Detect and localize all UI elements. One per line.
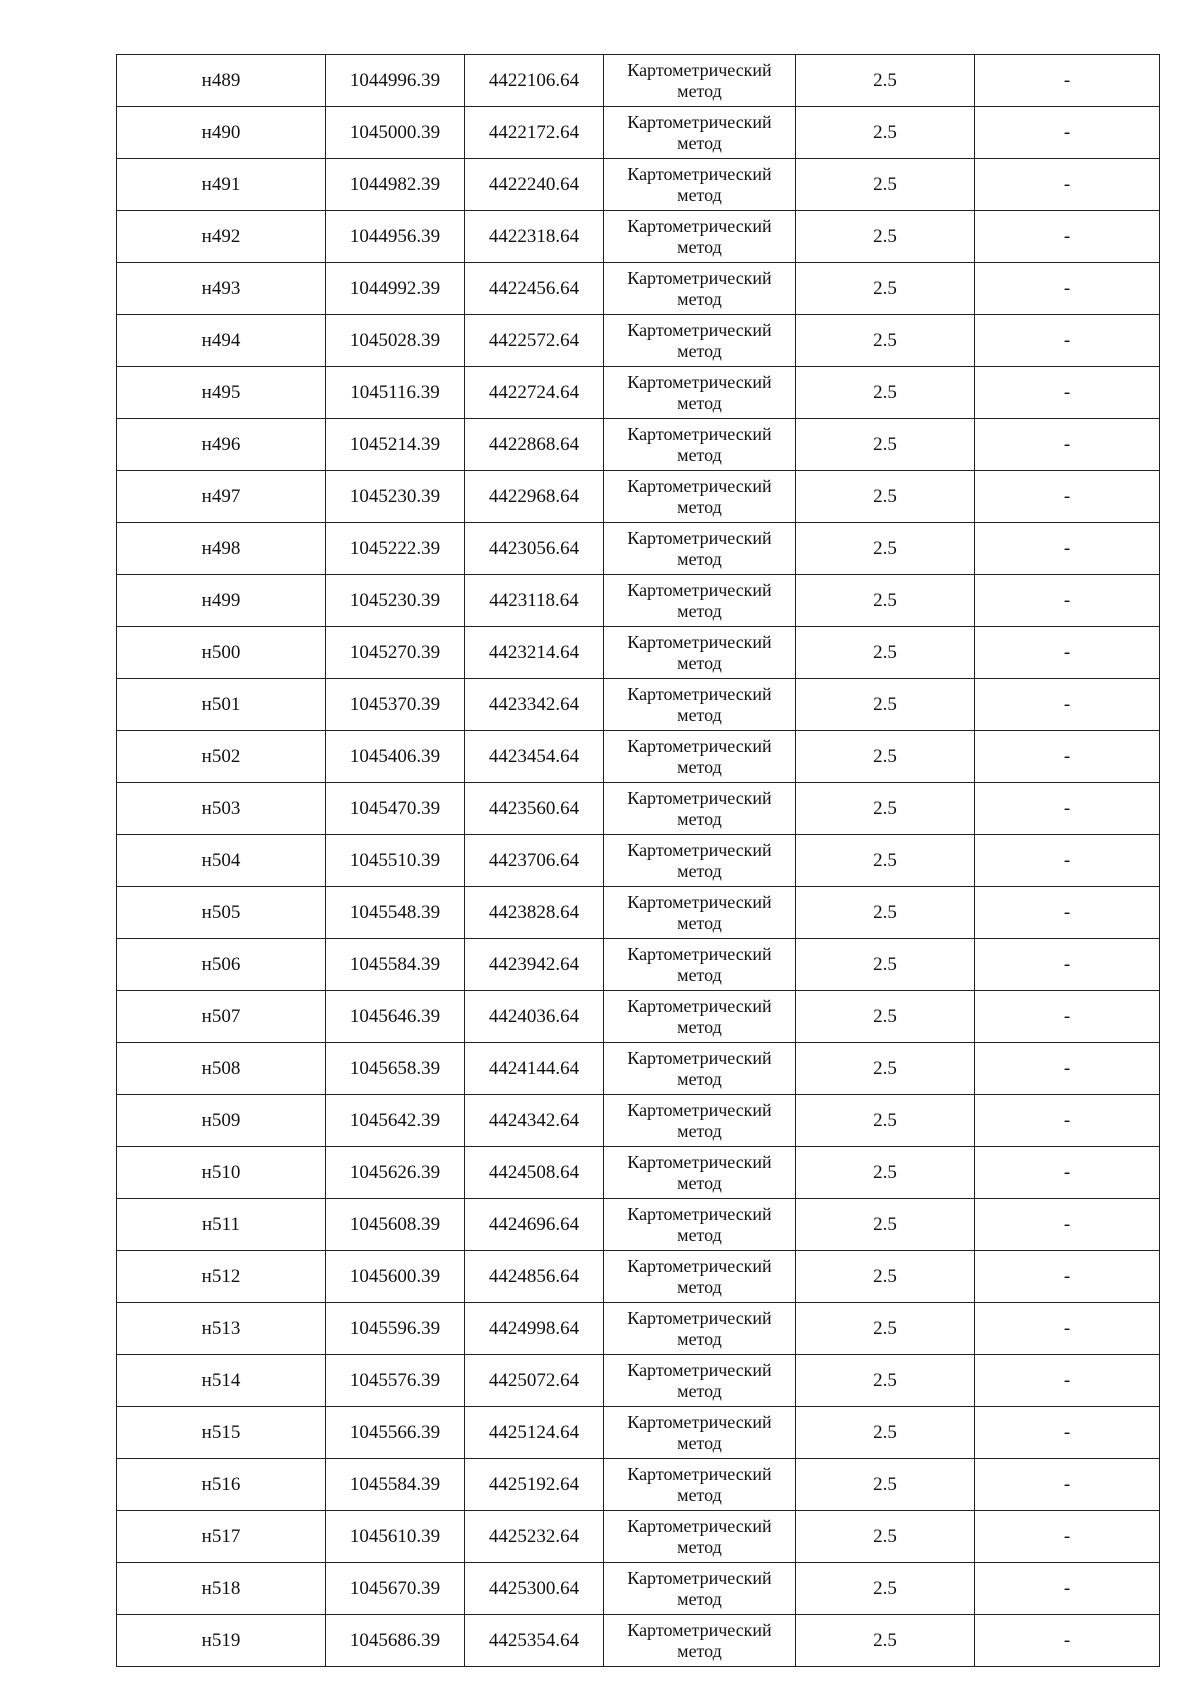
method-cell: Картометрический метод (604, 1407, 796, 1459)
accuracy-cell: 2.5 (796, 1407, 975, 1459)
accuracy-cell: 2.5 (796, 887, 975, 939)
accuracy-cell: 2.5 (796, 1459, 975, 1511)
x-coordinate-cell: 1045658.39 (326, 1043, 465, 1095)
y-coordinate-cell: 4423706.64 (465, 835, 604, 887)
method-cell: Картометрический метод (604, 159, 796, 211)
note-cell: - (975, 939, 1160, 991)
method-cell: Картометрический метод (604, 1147, 796, 1199)
accuracy-cell: 2.5 (796, 55, 975, 107)
note-cell: - (975, 1147, 1160, 1199)
y-coordinate-cell: 4423560.64 (465, 783, 604, 835)
table-row (117, 523, 1160, 575)
x-coordinate-cell: 1045548.39 (326, 887, 465, 939)
x-coordinate-cell: 1045370.39 (326, 679, 465, 731)
x-coordinate-cell: 1045686.39 (326, 1615, 465, 1667)
note-cell: - (975, 523, 1160, 575)
point-number-cell: н512 (117, 1251, 326, 1303)
y-coordinate-cell: 4422456.64 (465, 263, 604, 315)
x-coordinate-cell: 1045230.39 (326, 471, 465, 523)
y-coordinate-cell: 4422240.64 (465, 159, 604, 211)
x-coordinate-cell: 1045470.39 (326, 783, 465, 835)
x-coordinate-cell: 1045222.39 (326, 523, 465, 575)
x-coordinate-cell: 1045270.39 (326, 627, 465, 679)
method-cell: Картометрический метод (604, 731, 796, 783)
table-row (117, 263, 1160, 315)
accuracy-cell: 2.5 (796, 1043, 975, 1095)
note-cell: - (975, 107, 1160, 159)
table-row (117, 887, 1160, 939)
point-number-cell: н491 (117, 159, 326, 211)
y-coordinate-cell: 4424342.64 (465, 1095, 604, 1147)
point-number-cell: н514 (117, 1355, 326, 1407)
table-row (117, 1615, 1160, 1667)
x-coordinate-cell: 1044992.39 (326, 263, 465, 315)
y-coordinate-cell: 4422724.64 (465, 367, 604, 419)
y-coordinate-cell: 4425192.64 (465, 1459, 604, 1511)
table-row (117, 575, 1160, 627)
method-cell: Картометрический метод (604, 1511, 796, 1563)
note-cell: - (975, 731, 1160, 783)
point-number-cell: н497 (117, 471, 326, 523)
x-coordinate-cell: 1045642.39 (326, 1095, 465, 1147)
accuracy-cell: 2.5 (796, 575, 975, 627)
y-coordinate-cell: 4423118.64 (465, 575, 604, 627)
accuracy-cell: 2.5 (796, 1199, 975, 1251)
point-number-cell: н496 (117, 419, 326, 471)
table-row (117, 419, 1160, 471)
note-cell: - (975, 627, 1160, 679)
accuracy-cell: 2.5 (796, 471, 975, 523)
x-coordinate-cell: 1045584.39 (326, 1459, 465, 1511)
table-row (117, 1563, 1160, 1615)
y-coordinate-cell: 4423056.64 (465, 523, 604, 575)
point-number-cell: н498 (117, 523, 326, 575)
note-cell: - (975, 1095, 1160, 1147)
y-coordinate-cell: 4425232.64 (465, 1511, 604, 1563)
point-number-cell: н503 (117, 783, 326, 835)
method-cell: Картометрический метод (604, 939, 796, 991)
table-row (117, 627, 1160, 679)
table-row (117, 783, 1160, 835)
table-row (117, 159, 1160, 211)
table-row (117, 1511, 1160, 1563)
table-row (117, 1407, 1160, 1459)
accuracy-cell: 2.5 (796, 835, 975, 887)
table-row (117, 939, 1160, 991)
y-coordinate-cell: 4423214.64 (465, 627, 604, 679)
table-row (117, 315, 1160, 367)
method-cell: Картометрический метод (604, 211, 796, 263)
y-coordinate-cell: 4424856.64 (465, 1251, 604, 1303)
note-cell: - (975, 1615, 1160, 1667)
note-cell: - (975, 887, 1160, 939)
accuracy-cell: 2.5 (796, 991, 975, 1043)
y-coordinate-cell: 4425300.64 (465, 1563, 604, 1615)
x-coordinate-cell: 1045116.39 (326, 367, 465, 419)
note-cell: - (975, 471, 1160, 523)
point-number-cell: н499 (117, 575, 326, 627)
note-cell: - (975, 1303, 1160, 1355)
accuracy-cell: 2.5 (796, 1615, 975, 1667)
accuracy-cell: 2.5 (796, 731, 975, 783)
y-coordinate-cell: 4422172.64 (465, 107, 604, 159)
point-number-cell: н502 (117, 731, 326, 783)
method-cell: Картометрический метод (604, 1095, 796, 1147)
method-cell: Картометрический метод (604, 523, 796, 575)
note-cell: - (975, 1355, 1160, 1407)
note-cell: - (975, 1459, 1160, 1511)
accuracy-cell: 2.5 (796, 1303, 975, 1355)
accuracy-cell: 2.5 (796, 263, 975, 315)
point-number-cell: н519 (117, 1615, 326, 1667)
note-cell: - (975, 991, 1160, 1043)
note-cell: - (975, 575, 1160, 627)
y-coordinate-cell: 4422318.64 (465, 211, 604, 263)
y-coordinate-cell: 4422106.64 (465, 55, 604, 107)
point-number-cell: н505 (117, 887, 326, 939)
accuracy-cell: 2.5 (796, 627, 975, 679)
y-coordinate-cell: 4424998.64 (465, 1303, 604, 1355)
method-cell: Картометрический метод (604, 1459, 796, 1511)
x-coordinate-cell: 1045566.39 (326, 1407, 465, 1459)
point-number-cell: н517 (117, 1511, 326, 1563)
y-coordinate-cell: 4424696.64 (465, 1199, 604, 1251)
note-cell: - (975, 1407, 1160, 1459)
point-number-cell: н494 (117, 315, 326, 367)
accuracy-cell: 2.5 (796, 1095, 975, 1147)
note-cell: - (975, 367, 1160, 419)
note-cell: - (975, 783, 1160, 835)
table-row (117, 679, 1160, 731)
note-cell: - (975, 55, 1160, 107)
method-cell: Картометрический метод (604, 1043, 796, 1095)
accuracy-cell: 2.5 (796, 159, 975, 211)
accuracy-cell: 2.5 (796, 939, 975, 991)
point-number-cell: н511 (117, 1199, 326, 1251)
table-row (117, 1303, 1160, 1355)
point-number-cell: н489 (117, 55, 326, 107)
point-number-cell: н493 (117, 263, 326, 315)
table-row (117, 991, 1160, 1043)
y-coordinate-cell: 4423828.64 (465, 887, 604, 939)
accuracy-cell: 2.5 (796, 211, 975, 263)
x-coordinate-cell: 1045576.39 (326, 1355, 465, 1407)
table-row (117, 731, 1160, 783)
point-number-cell: н510 (117, 1147, 326, 1199)
point-number-cell: н513 (117, 1303, 326, 1355)
x-coordinate-cell: 1045000.39 (326, 107, 465, 159)
y-coordinate-cell: 4423942.64 (465, 939, 604, 991)
x-coordinate-cell: 1045406.39 (326, 731, 465, 783)
x-coordinate-cell: 1045028.39 (326, 315, 465, 367)
y-coordinate-cell: 4425072.64 (465, 1355, 604, 1407)
note-cell: - (975, 263, 1160, 315)
method-cell: Картометрический метод (604, 835, 796, 887)
point-number-cell: н490 (117, 107, 326, 159)
table-row (117, 211, 1160, 263)
method-cell: Картометрический метод (604, 1563, 796, 1615)
note-cell: - (975, 1251, 1160, 1303)
x-coordinate-cell: 1045584.39 (326, 939, 465, 991)
method-cell: Картометрический метод (604, 627, 796, 679)
method-cell: Картометрический метод (604, 575, 796, 627)
note-cell: - (975, 835, 1160, 887)
y-coordinate-cell: 4422868.64 (465, 419, 604, 471)
note-cell: - (975, 1199, 1160, 1251)
accuracy-cell: 2.5 (796, 523, 975, 575)
point-number-cell: н507 (117, 991, 326, 1043)
x-coordinate-cell: 1045670.39 (326, 1563, 465, 1615)
point-number-cell: н515 (117, 1407, 326, 1459)
note-cell: - (975, 679, 1160, 731)
table-row (117, 1459, 1160, 1511)
point-number-cell: н509 (117, 1095, 326, 1147)
table-row (117, 367, 1160, 419)
accuracy-cell: 2.5 (796, 1147, 975, 1199)
point-number-cell: н492 (117, 211, 326, 263)
y-coordinate-cell: 4424508.64 (465, 1147, 604, 1199)
method-cell: Картометрический метод (604, 471, 796, 523)
method-cell: Картометрический метод (604, 679, 796, 731)
x-coordinate-cell: 1045608.39 (326, 1199, 465, 1251)
table-row (117, 107, 1160, 159)
method-cell: Картометрический метод (604, 1615, 796, 1667)
accuracy-cell: 2.5 (796, 1511, 975, 1563)
method-cell: Картометрический метод (604, 263, 796, 315)
table-row (117, 1199, 1160, 1251)
method-cell: Картометрический метод (604, 783, 796, 835)
y-coordinate-cell: 4422968.64 (465, 471, 604, 523)
note-cell: - (975, 419, 1160, 471)
accuracy-cell: 2.5 (796, 1251, 975, 1303)
accuracy-cell: 2.5 (796, 107, 975, 159)
method-cell: Картометрический метод (604, 315, 796, 367)
x-coordinate-cell: 1045610.39 (326, 1511, 465, 1563)
note-cell: - (975, 315, 1160, 367)
method-cell: Картометрический метод (604, 367, 796, 419)
x-coordinate-cell: 1044956.39 (326, 211, 465, 263)
accuracy-cell: 2.5 (796, 679, 975, 731)
note-cell: - (975, 1511, 1160, 1563)
method-cell: Картометрический метод (604, 419, 796, 471)
accuracy-cell: 2.5 (796, 419, 975, 471)
point-number-cell: н504 (117, 835, 326, 887)
table-row (117, 1043, 1160, 1095)
y-coordinate-cell: 4423454.64 (465, 731, 604, 783)
table-row (117, 835, 1160, 887)
note-cell: - (975, 1043, 1160, 1095)
method-cell: Картометрический метод (604, 1303, 796, 1355)
x-coordinate-cell: 1045230.39 (326, 575, 465, 627)
note-cell: - (975, 211, 1160, 263)
table-row (117, 1147, 1160, 1199)
x-coordinate-cell: 1045646.39 (326, 991, 465, 1043)
x-coordinate-cell: 1045596.39 (326, 1303, 465, 1355)
method-cell: Картометрический метод (604, 887, 796, 939)
point-number-cell: н516 (117, 1459, 326, 1511)
method-cell: Картометрический метод (604, 1251, 796, 1303)
x-coordinate-cell: 1045600.39 (326, 1251, 465, 1303)
x-coordinate-cell: 1044982.39 (326, 159, 465, 211)
y-coordinate-cell: 4423342.64 (465, 679, 604, 731)
coordinates-table (116, 54, 1160, 1667)
accuracy-cell: 2.5 (796, 367, 975, 419)
table-row (117, 1095, 1160, 1147)
y-coordinate-cell: 4424036.64 (465, 991, 604, 1043)
point-number-cell: н501 (117, 679, 326, 731)
method-cell: Картометрический метод (604, 1199, 796, 1251)
accuracy-cell: 2.5 (796, 315, 975, 367)
method-cell: Картометрический метод (604, 991, 796, 1043)
method-cell: Картометрический метод (604, 107, 796, 159)
point-number-cell: н500 (117, 627, 326, 679)
x-coordinate-cell: 1045626.39 (326, 1147, 465, 1199)
x-coordinate-cell: 1044996.39 (326, 55, 465, 107)
y-coordinate-cell: 4424144.64 (465, 1043, 604, 1095)
point-number-cell: н495 (117, 367, 326, 419)
method-cell: Картометрический метод (604, 1355, 796, 1407)
x-coordinate-cell: 1045510.39 (326, 835, 465, 887)
y-coordinate-cell: 4425124.64 (465, 1407, 604, 1459)
note-cell: - (975, 1563, 1160, 1615)
table-row (117, 1251, 1160, 1303)
table-row (117, 1355, 1160, 1407)
y-coordinate-cell: 4422572.64 (465, 315, 604, 367)
x-coordinate-cell: 1045214.39 (326, 419, 465, 471)
accuracy-cell: 2.5 (796, 783, 975, 835)
table-row (117, 55, 1160, 107)
coordinates-table-body (117, 55, 1160, 1667)
y-coordinate-cell: 4425354.64 (465, 1615, 604, 1667)
note-cell: - (975, 159, 1160, 211)
point-number-cell: н506 (117, 939, 326, 991)
method-cell: Картометрический метод (604, 55, 796, 107)
accuracy-cell: 2.5 (796, 1355, 975, 1407)
accuracy-cell: 2.5 (796, 1563, 975, 1615)
table-row (117, 471, 1160, 523)
point-number-cell: н518 (117, 1563, 326, 1615)
point-number-cell: н508 (117, 1043, 326, 1095)
